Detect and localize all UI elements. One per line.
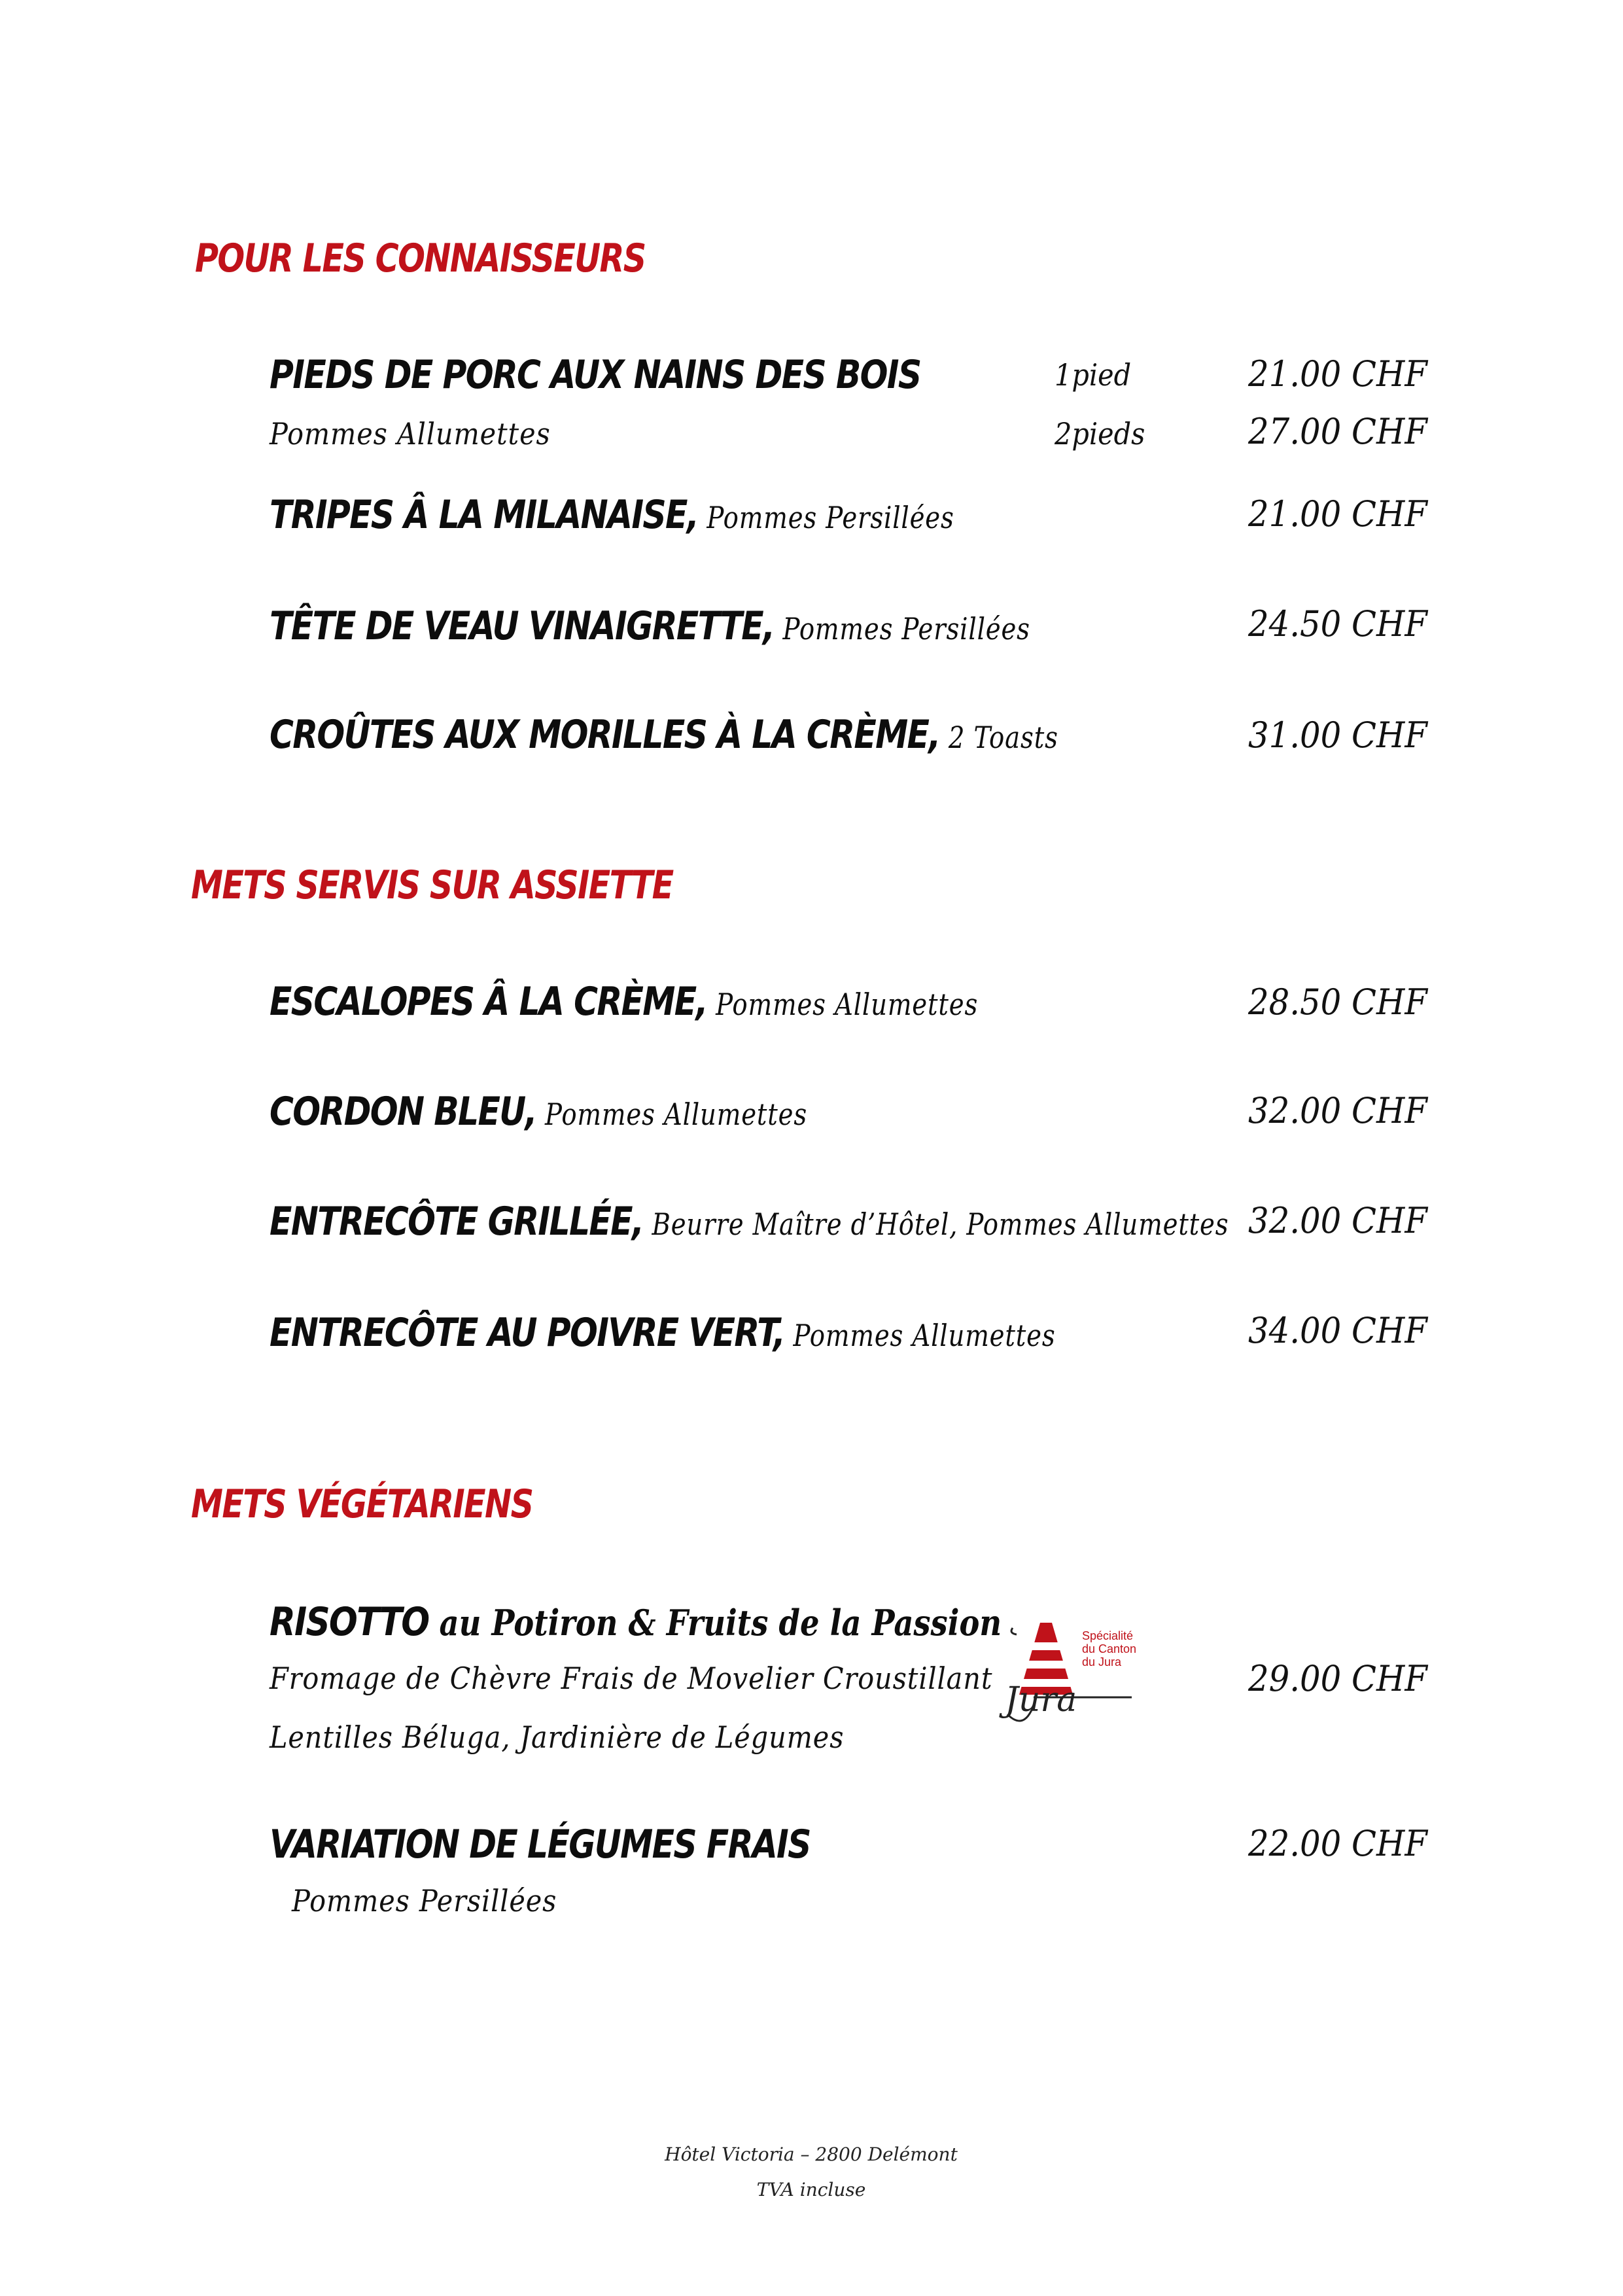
risotto-line2: Lentilles Béluga, Jardinière de Légumes (270, 1720, 845, 1755)
dish-name: TÊTE DE VEAU VINAIGRETTE, (270, 603, 775, 649)
dish-name: TRIPES Â LA MILANAISE, (270, 492, 699, 538)
price-tete-de-veau: 24.50 CHF (1248, 603, 1427, 645)
dish-croutes (270, 712, 1058, 758)
dish-name: CORDON BLEU, (270, 1089, 536, 1135)
section-title-assiette: METS SERVIS SUR ASSIETTE (191, 862, 673, 908)
dish-desc: Pommes Allumettes (536, 1097, 808, 1132)
dish-desc: 2 Toasts (939, 720, 1058, 755)
footer-tva: TVA incluse (756, 2179, 866, 2200)
price-escalopes: 28.50 CHF (1248, 981, 1427, 1023)
qty-2pieds: 2pieds (1055, 416, 1145, 451)
jura-cone-icon (1001, 1616, 1158, 1740)
dish-desc: Pommes Persillées (774, 611, 1030, 646)
dish-pieds-de-porc: PIEDS DE PORC AUX NAINS DES BOIS (270, 352, 921, 398)
price-pieds-2: 27.00 CHF (1248, 411, 1427, 452)
section-title-connaisseurs: POUR LES CONNAISSEURS (195, 236, 646, 281)
dish-desc: Pommes Allumettes (784, 1318, 1056, 1353)
side-pieds-de-porc: Pommes Allumettes (270, 416, 551, 451)
section-title-vegetariens: METS VÉGÉTARIENS (191, 1481, 533, 1527)
price-variation-legumes: 22.00 CHF (1248, 1823, 1427, 1864)
qty-1pied: 1pied (1055, 357, 1132, 393)
logo-text-line1: Spécialité (1082, 1629, 1134, 1642)
logo-script-word: Jura (1005, 1680, 1077, 1720)
footer-address: Hôtel Victoria – 2800 Delémont (665, 2144, 958, 2165)
price-cordon-bleu: 32.00 CHF (1248, 1090, 1427, 1131)
dish-tripes (270, 492, 954, 538)
price-entrecote-grillee: 32.00 CHF (1248, 1200, 1427, 1241)
price-risotto: 29.00 CHF (1248, 1658, 1427, 1699)
dish-desc: Beurre Maître d’Hôtel, Pommes Allumettes (643, 1207, 1229, 1242)
dish-entrecote-grillee (270, 1199, 1229, 1245)
dish-name-rest: au Potiron & Fruits de la Passion (428, 1602, 1002, 1644)
price-croutes: 31.00 CHF (1248, 715, 1427, 756)
dish-name: CROÛTES AUX MORILLES À LA CRÈME, (270, 712, 940, 758)
dish-name-caps: RISOTTO (270, 1599, 429, 1645)
dish-entrecote-poivre (270, 1310, 1056, 1356)
price-tripes: 21.00 CHF (1248, 493, 1427, 535)
dish-tete-de-veau (270, 603, 1030, 649)
dish-desc: Pommes Persillées (698, 500, 954, 535)
dish-escalopes (270, 979, 978, 1025)
dish-name: ENTRECÔTE AU POIVRE VERT, (270, 1310, 785, 1356)
price-pieds-1: 21.00 CHF (1248, 353, 1427, 395)
logo-text-line3: du Jura (1082, 1655, 1122, 1669)
dish-risotto (270, 1599, 1002, 1645)
specialite-jura-logo (1001, 1616, 1158, 1740)
dish-desc: Pommes Allumettes (707, 987, 979, 1022)
dish-name: ENTRECÔTE GRILLÉE, (270, 1199, 644, 1245)
dish-name: ESCALOPES Â LA CRÈME, (270, 979, 707, 1025)
side-variation-legumes: Pommes Persillées (292, 1883, 557, 1918)
logo-text-line2: du Canton (1082, 1642, 1137, 1655)
dish-cordon-bleu (270, 1089, 807, 1135)
risotto-line1: Fromage de Chèvre Frais de Movelier Croustillant (270, 1661, 993, 1696)
dish-variation-legumes: VARIATION DE LÉGUMES FRAIS (270, 1822, 811, 1867)
price-entrecote-poivre: 34.00 CHF (1248, 1310, 1427, 1351)
